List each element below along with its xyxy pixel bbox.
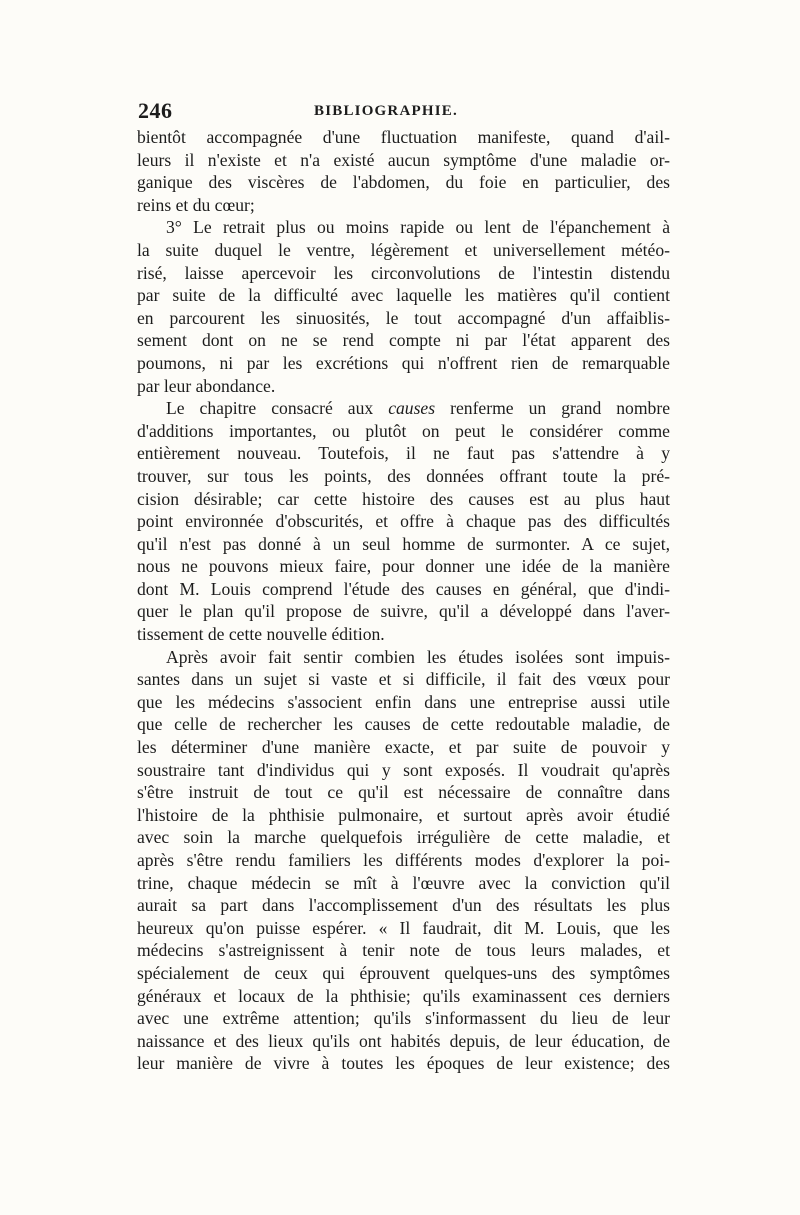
text-line: naissance et des lieux qu'ils ont habités depuis, de leur éducation, de xyxy=(137,1030,670,1051)
text-line: bientôt accompagnée d'une fluctuation manifeste, quand d'ail- xyxy=(137,127,670,147)
text-line: Après avoir fait sentir combien les études isolées sont impuis- xyxy=(166,646,670,667)
text-line: leur manière de vivre à toutes les époques de leur existence; des xyxy=(137,1053,670,1074)
text-line: quer le plan qu'il propose de suivre, qu'il a développé dans l'aver- xyxy=(137,601,670,622)
text-line: poumons, ni par les excrétions qui n'offrent rien de remarquable xyxy=(137,352,670,373)
text-line: par leur abondance. xyxy=(137,375,276,396)
text-line: spécialement de ceux qui éprouvent quelques-uns des symptômes xyxy=(137,962,670,983)
text-line: leurs il n'existe et n'a existé aucun symptôme d'une maladie or- xyxy=(137,149,670,170)
text-line: l'histoire de la phthisie pulmonaire, et surtout après avoir étudié xyxy=(137,804,670,825)
emphasis-causes: causes xyxy=(388,398,436,419)
text-line: reins et du cœur; xyxy=(137,194,255,215)
text-line: dont M. Louis comprend l'étude des causes en général, que d'indi- xyxy=(137,578,670,599)
text-line: qu'il n'est pas donné à un seul homme de surmonter. A ce sujet, xyxy=(137,533,670,554)
text-line: ganique des viscères de l'abdomen, du foie en particulier, des xyxy=(137,172,670,193)
text-line: généraux et locaux de la phthisie; qu'ils examinassent ces derniers xyxy=(137,985,670,1006)
text-line: par suite de la difficulté avec laquelle les matières qu'il contient xyxy=(137,285,670,306)
page-number: 246 xyxy=(138,98,173,123)
text-line: les déterminer d'une manière exacte, et par suite de pouvoir y xyxy=(137,737,670,758)
text-line: heureux qu'on puisse espérer. « Il faudrait, dit M. Louis, que les xyxy=(137,917,670,938)
paragraph xyxy=(137,397,670,646)
body-text xyxy=(137,126,670,1075)
page-header xyxy=(138,98,668,128)
text-line: sement dont on ne se rend compte ni par l'état apparent des xyxy=(137,330,670,351)
text-line: avec soin la marche quelquefois irrégulière de cette maladie, et xyxy=(137,827,670,848)
text-line: trine, chaque médecin se mît à l'œuvre avec la conviction qu'il xyxy=(137,872,670,893)
running-head: BIBLIOGRAPHIE. xyxy=(314,103,458,119)
text-line: nous ne pouvons mieux faire, pour donner une idée de la manière xyxy=(137,556,670,577)
paragraph xyxy=(137,646,670,1075)
text-line: risé, laisse apercevoir les circonvolutions de l'intestin distendu xyxy=(137,262,670,283)
text-line: soustraire tant d'individus qui y sont exposés. Il voudrait qu'après xyxy=(137,759,670,780)
text-line: que celle de rechercher les causes de cette redoutable maladie, de xyxy=(137,714,670,735)
text-line: tissement de cette nouvelle édition. xyxy=(137,624,385,645)
text-line: santes dans un sujet si vaste et si difficile, il fait des vœux pour xyxy=(137,669,670,690)
text-line: Le chapitre consacré aux causes renferme un grand nombre xyxy=(166,398,670,419)
text-line: avec une extrême attention; qu'ils s'informassent du lieu de leur xyxy=(137,1008,670,1029)
text-line: entièrement nouveau. Toutefois, il ne faut pas s'attendre à y xyxy=(137,443,670,464)
text-line: médecins s'astreignissent à tenir note de tous leurs malades, et xyxy=(137,940,670,961)
text-line: que les médecins s'associent enfin dans une entreprise aussi utile xyxy=(137,691,670,712)
paragraph xyxy=(137,126,670,216)
text-line: cision désirable; car cette histoire des causes est au plus haut xyxy=(137,488,670,509)
text-line: d'additions importantes, ou plutôt on peut le considérer comme xyxy=(137,420,670,441)
text-line: point environnée d'obscurités, et offre à chaque pas des difficultés xyxy=(137,511,670,532)
text-line: aurait sa part dans l'accomplissement d'un des résultats les plus xyxy=(137,895,670,916)
text-line: trouver, sur tous les points, des données offrant toute la pré- xyxy=(137,465,670,486)
text-line: la suite duquel le ventre, légèrement et universellement météo- xyxy=(137,239,670,260)
text-line: après s'être rendu familiers les différents modes d'explorer la poi- xyxy=(137,850,670,870)
text-line: 3° Le retrait plus ou moins rapide ou lent de l'épanchement à xyxy=(166,217,670,238)
paragraph xyxy=(137,216,670,397)
text-line: en parcourent les sinuosités, le tout accompagné d'un affaiblis- xyxy=(137,307,670,328)
text-line: s'être instruit de tout ce qu'il est nécessaire de connaître dans xyxy=(137,782,670,803)
